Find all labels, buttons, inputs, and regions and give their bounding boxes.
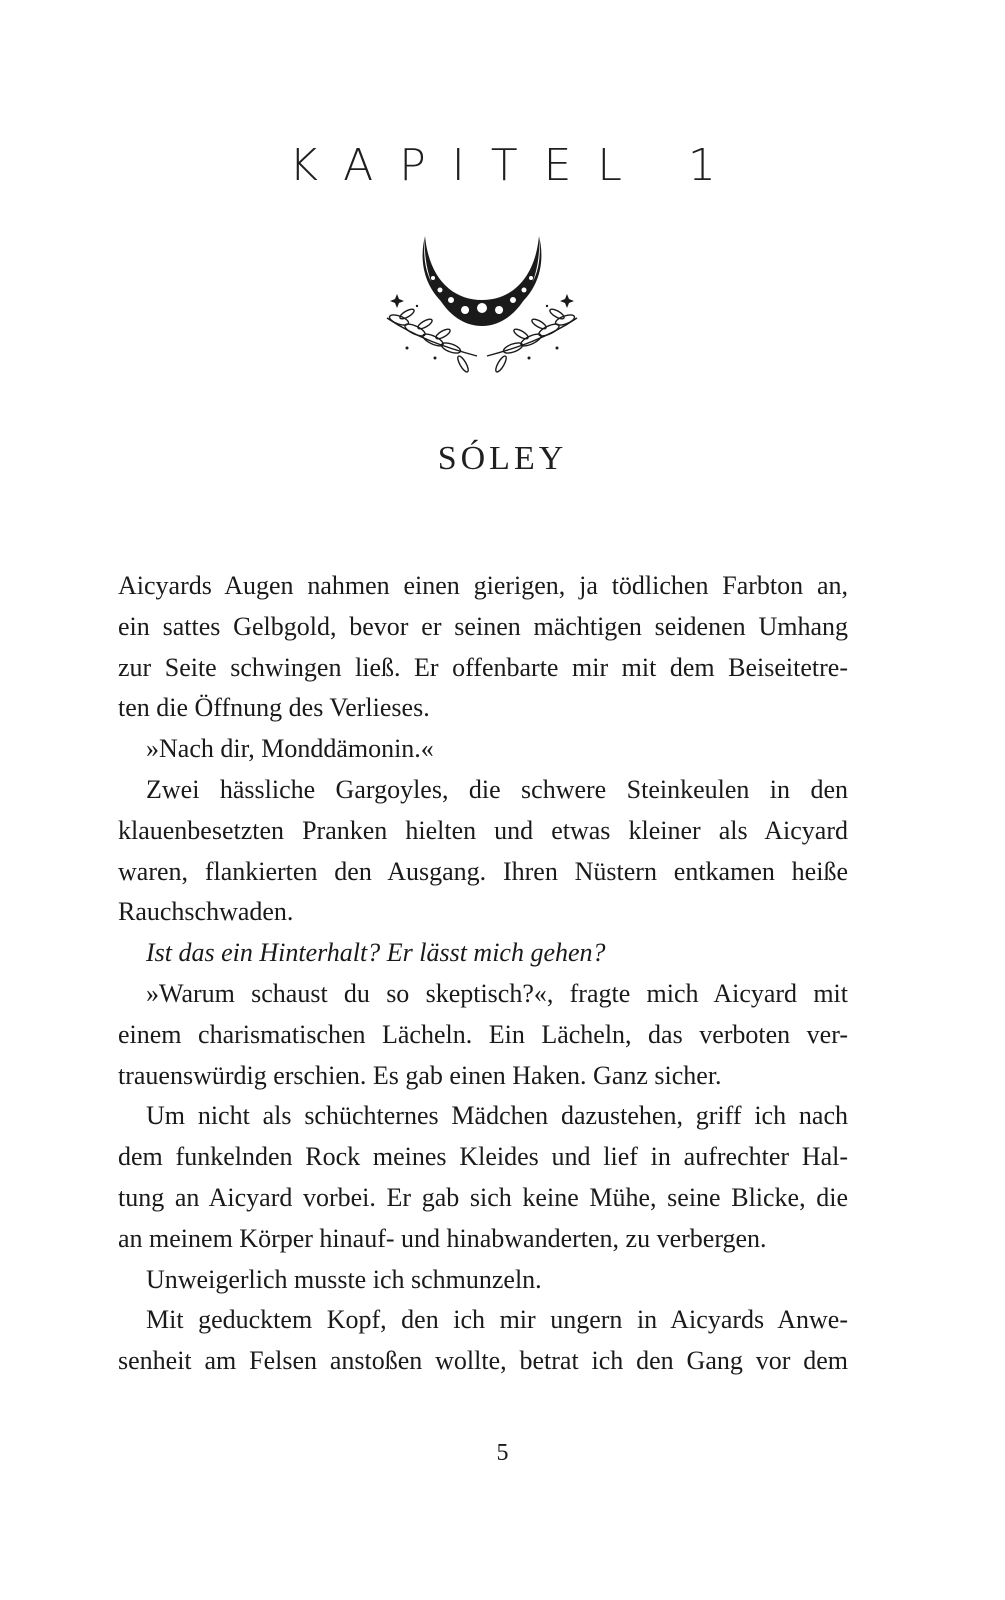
text-line: ein sattes Gelbgold, bevor er seinen mächtigen seidenen Umhang	[118, 611, 848, 641]
text-line: ten die Öffnung des Verlieses.	[118, 693, 430, 723]
text-line: Unweigerlich musste ich schmunzeln.	[146, 1264, 542, 1294]
text-line: an meinem Körper hinauf- und hinabwanderten, zu verbergen.	[118, 1223, 767, 1253]
text-line: klauenbesetzten Pranken hielten und etwas kleiner als Aicyard	[118, 815, 848, 845]
text-line: waren, flankierten den Ausgang. Ihren Nüstern entkamen heiße	[118, 856, 848, 886]
text-line: einem charismatischen Lächeln. Ein Lächeln, das verboten ver-	[118, 1019, 848, 1049]
text-line: »Nach dir, Monddämonin.«	[146, 734, 434, 764]
text-line: »Warum schaust du so skeptisch?«, fragte mich Aicyard mit	[146, 978, 848, 1008]
text-line: Ist das ein Hinterhalt? Er lässt mich gehen?	[146, 938, 606, 968]
text-line: Rauchschwaden.	[118, 897, 294, 927]
text-line: Zwei hässliche Gargoyles, die schwere Steinkeulen in den	[146, 774, 848, 804]
body-text	[118, 566, 848, 1382]
text-line: zur Seite schwingen ließ. Er offenbarte mir mit dem Beiseitetre-	[118, 652, 848, 682]
chapter-pov-name: SÓLEY	[437, 440, 568, 477]
text-line: Mit geducktem Kopf, den ich mir ungern in Aicyards Anwe-	[146, 1305, 848, 1335]
text-line: senheit am Felsen anstoßen wollte, betrat ich den Gang vor dem	[118, 1346, 848, 1376]
crescent-moon-laurel-icon	[377, 228, 587, 378]
text-line: trauenswürdig erschien. Es gab einen Haken. Ganz sicher.	[118, 1060, 722, 1090]
page-number: 5	[496, 1440, 509, 1466]
chapter-title: KAPITEL 1	[289, 140, 742, 191]
text-line: Um nicht als schüchternes Mädchen dazustehen, griff ich nach	[146, 1101, 848, 1131]
text-line: tung an Aicyard vorbei. Er gab sich keine Mühe, seine Blicke, die	[118, 1182, 848, 1212]
text-line: dem funkelnden Rock meines Kleides und lief in aufrechter Hal-	[118, 1142, 848, 1172]
text-line: Aicyards Augen nahmen einen gierigen, ja tödlichen Farbton an,	[118, 571, 848, 600]
